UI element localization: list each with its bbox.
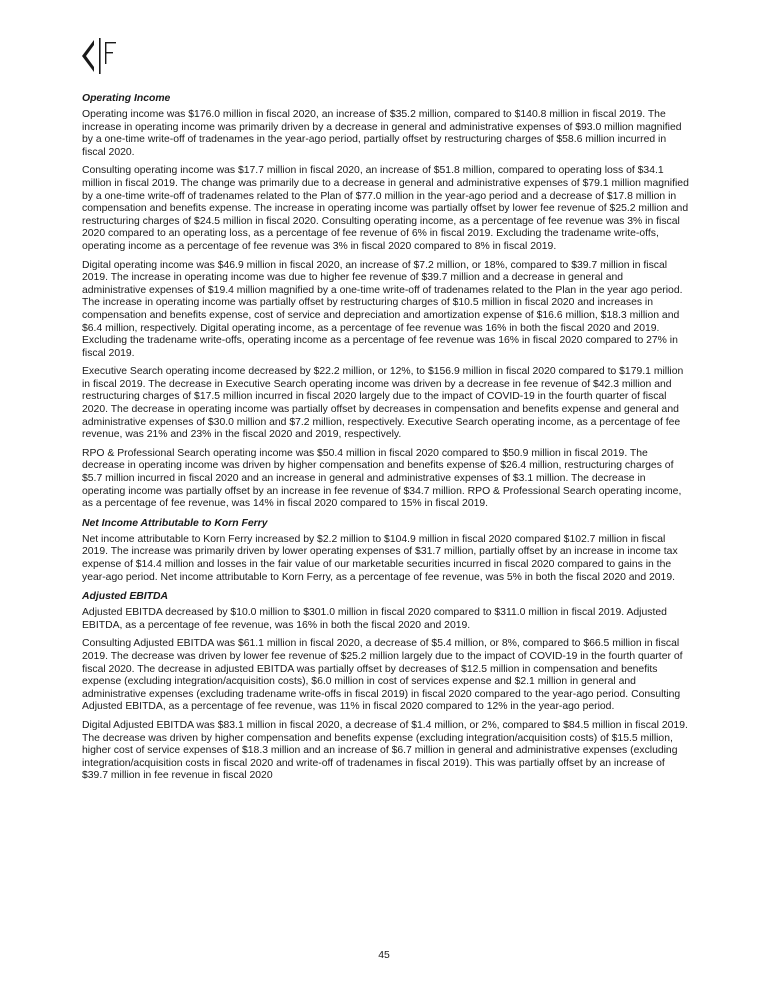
paragraph: Net income attributable to Korn Ferry increased by $2.2 million to $104.9 million in fiscal 2020 compared $102.7 million in fiscal 2019. The increase was primarily driven by lower operating expenses of $31.7 million, partially offset by an increase in income tax expense of $14.4 million and losses in the fair value of our marketable securities incurred in fiscal 2020 compared to gains in the year-ago period. Net income attributable to Korn Ferry, as a percentage of fee revenue, was 5% in both the fiscal 2020 and 2019.: [82, 533, 678, 583]
paragraph: Adjusted EBITDA decreased by $10.0 million to $301.0 million in fiscal 2020 compared to $311.0 million in fiscal 2019. Adjusted EBITDA, as a percentage of fee revenue, was 16% in both the fiscal 2020 and 2019.: [82, 607, 667, 631]
paragraph: RPO & Professional Search operating income was $50.4 million in fiscal 2020 compared to $50.9 million in fiscal 2019. The decrease in operating income was driven by higher compensation and benefits expense of $26.4 million, restructuring charges of $5.7 million incurred in fiscal 2020 and an increase in general and administrative expenses of $3.1 million. The decrease in operating income was partially offset by an increase in fee revenue of $34.7 million. RPO & Professional Search operating income, as a percentage of fee revenue, was 14% in fiscal 2020 compared to 15% in fiscal 2019.: [82, 447, 682, 510]
korn-ferry-logo-icon: [78, 36, 124, 76]
document-body: [82, 92, 690, 789]
section-heading: Adjusted EBITDA: [82, 591, 169, 603]
section-heading: Net Income Attributable to Korn Ferry: [82, 517, 268, 529]
paragraph: Digital Adjusted EBITDA was $83.1 million in fiscal 2020, a decrease of $1.4 million, or 2%, compared to $84.5 million in fiscal 2019. The decrease was driven by higher compensation and benefits expense (excluding integration/acquisition costs) of $15.5 million, higher cost of service expenses of $18.3 million and an increase of $6.7 million in general and administrative expenses (excluding integration/acquisition costs in fiscal 2020 and write-off of tradenames in fiscal 2019). This was partially offset by an increase of $39.7 million in fee revenue in fiscal 2020: [82, 719, 688, 782]
paragraph: Executive Search operating income decreased by $22.2 million, or 12%, to $156.9 million in fiscal 2020 compared to $179.1 million in fiscal 2019. The decrease in Executive Search operating income was driven by a decrease in fee revenue of $42.3 million and restructuring charges of $17.5 million incurred in fiscal 2020 largely due to the impact of COVID-19 in the fourth quarter of fiscal 2020. The decrease in operating income was partially offset by decreases in compensation and benefits expense and general and administrative expenses of $30.0 million and $7.2 million, respectively. Executive Search operating income, as a percentage of fee revenue, was 21% and 23% in the fiscal 2020 and 2019, respectively.: [82, 366, 684, 441]
section-heading: Operating Income: [82, 93, 171, 104]
paragraph: Consulting operating income was $17.7 million in fiscal 2020, an increase of $51.8 million, compared to operating loss of $34.1 million in fiscal 2019. The change was primarily due to a decrease in general and administrative expenses of $79.1 million magnified by a one-time write-off of tradenames related to the Plan of $77.0 million in the year-ago period and a decrease of $17.8 million in compensation and benefits expense. The increase in operating income was partially offset by lower fee revenue of $25.2 million and restructuring charges of $24.5 million in fiscal 2020. Consulting operating income, as a percentage of fee revenue was 3% in fiscal 2020 compared to an operating loss, as a percentage of fee revenue of 6% in fiscal 2019. Excluding the tradename write-offs, operating income as a percentage of fee revenue was 3% in fiscal 2020 compared to 8% in fiscal 2019.: [82, 165, 689, 252]
paragraph: Operating income was $176.0 million in fiscal 2020, an increase of $35.2 million, compared to $140.8 million in fiscal 2019. The increase in operating income was primarily driven by a decrease in general and administrative expenses of $93.0 million magnified by a one-time write-off of tradenames in the year-ago period, partially offset by restructuring charges of $58.6 million incurred in fiscal 2020.: [82, 109, 682, 158]
page-number: 45: [378, 950, 390, 961]
paragraph: Consulting Adjusted EBITDA was $61.1 million in fiscal 2020, a decrease of $5.4 million, or 8%, compared to $66.5 million in fiscal 2019. The decrease was driven by lower fee revenue of $25.2 million largely due to the impact of COVID-19 in the fourth quarter of fiscal 2020. The decrease in adjusted EBITDA was partially offset by decreases of $12.5 million in compensation and benefits expense (excluding integration/acquisition costs), $6.0 million in cost of services expense and $2.1 million in general and administrative expenses (excluding tradename write-offs in fiscal 2019) in fiscal 2020 compared to the year-ago period. Consulting Adjusted EBITDA, as a percentage of fee revenue, was 11% in fiscal 2020 compared to 12% in the year-ago period.: [82, 638, 683, 713]
paragraph: Digital operating income was $46.9 million in fiscal 2020, an increase of $7.2 million, or 18%, compared to $39.7 million in fiscal 2019. The increase in operating income was due to higher fee revenue of $39.7 million and a decrease in general and administrative expenses of $19.4 million magnified by a one-time write-off of tradenames related to the Plan in the year ago period. The increase in operating income was partially offset by restructuring charges of $10.5 million in fiscal 2020 and increases in compensation and benefits expense, cost of service and depreciation and amortization expense of $16.6 million, $18.3 million and $6.4 million, respectively. Digital operating income, as a percentage of fee revenue was 16% in both the fiscal 2020 and 2019. Excluding the tradename write-offs, operating income as a percentage of fee revenue was 16% in fiscal 2020 compared to 27% in fiscal 2019.: [82, 259, 683, 359]
